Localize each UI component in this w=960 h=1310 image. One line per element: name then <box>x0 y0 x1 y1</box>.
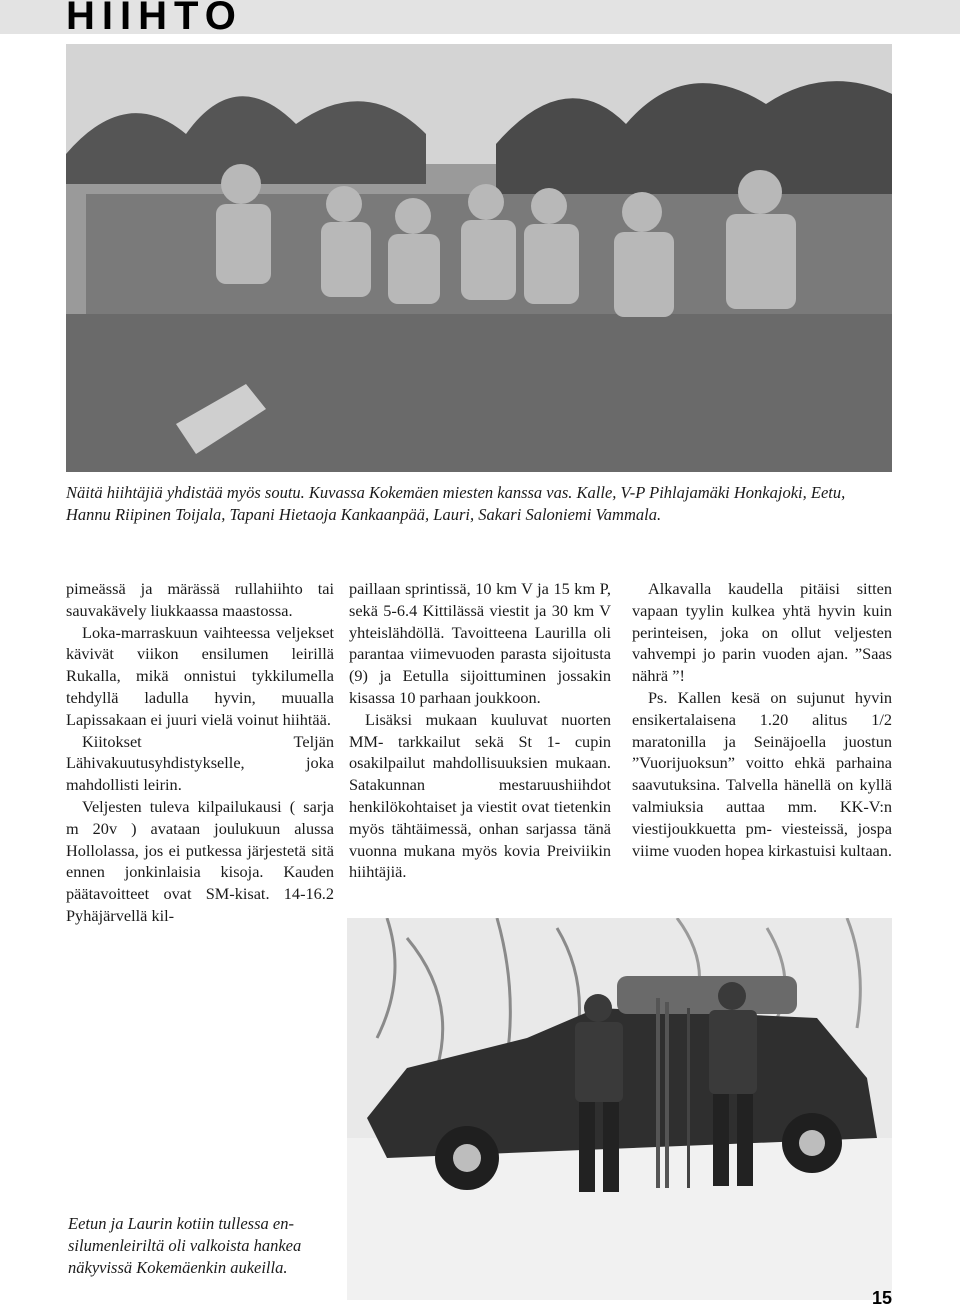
article-column-3 <box>632 578 892 861</box>
paragraph: Veljesten tuleva kilpailukausi ( sarja m 20v ) avataan joulukuun alussa Hollolassa, jos ei putkessa järjestetä sitä ennen jonkinlaisia kisoja. Kauden päätavoitteet ovat SM-kisat. 14-16.2 Pyhäjärvellä kil- <box>66 796 334 925</box>
caption-line: Näitä hiihtäjiä yhdistää myös soutu. Kuvassa Kokemäen miesten kanssa vas. Kalle, V-P Pihlajamäki Honkajoki, Eetu, <box>66 483 846 502</box>
team-photo <box>66 44 892 472</box>
paragraph: Alkavalla kaudella pitäisi sitten vapaan tyylin kulkea yhtä hyvin kuin perinteisen, joka on ollut veljesten vahvempi jo parin vuoden ajan. ”Saas nährä ”! <box>632 579 892 686</box>
caption-line: Eetun ja Laurin kotiin tullessa en- <box>68 1214 294 1233</box>
paragraph: Kiitokset Teljän Lähivakuutusyhdistykselle, joka mahdollisti leirin. <box>66 731 334 795</box>
top-photo-caption <box>66 482 896 526</box>
caption-line: silumenleiriltä oli valkoista hankea <box>68 1236 302 1255</box>
paragraph: paillaan sprintissä, 10 km V ja 15 km P, sekä 5-6.4 Kittilässä viestit ja 30 km V yhteislähdöllä. Tavoitteena Laurilla oli parantaa viimevuoden parasta sijoitusta (9) ja Eetulla sijoittuminen jossakin kisassa 10 parhaan joukkoon. <box>349 579 611 707</box>
paragraph: Loka-marraskuun vaihteessa veljekset kävivät viikon ensilumen leirillä Rukalla, mikä onnistui tykkilumella tehdyllä ladulla hyvin, muualla Lapissakaan ei juuri vielä voinut hiihtää. <box>66 622 334 729</box>
paragraph: pimeässä ja märässä rullahiihto tai sauvakävely liukkaassa maastossa. <box>66 579 334 620</box>
article-column-2 <box>349 578 611 883</box>
paragraph: Lisäksi mukaan kuuluvat nuorten MM- tarkkailut sekä St 1- cupin osakilpailut mahdollisuuksien mukaan. Satakunnan mestaruushiihdot henkilökohtaiset ja viestit ovat tietenkin myös tähtäimessä, onhan sarjassa tänä vuonna mukana myös kovia Preiviikin hiihtäjiä. <box>349 709 611 882</box>
paragraph: Ps. Kallen kesä on sujunut hyvin ensikertalaisena 1.20 alitus 1/2 maratonilla ja Seinäjoella juostun ”Vuorijuoksun” voitto ehkä parhaina saavutuksina. Talvella hänellä on kyllä valmiuksia auttaa mm. KK-V:n viestijoukkuetta pm- viesteissä, jospa viime vuoden hopea kirkastuisi kultaan. <box>632 687 892 860</box>
page-number: 15 <box>871 1288 892 1308</box>
section-title: HIIHTO <box>66 0 243 38</box>
article-column-1 <box>66 578 334 927</box>
winter-photo <box>347 918 892 1300</box>
caption-line: näkyvissä Kokemäenkin aukeilla. <box>68 1258 288 1277</box>
bottom-photo-caption <box>68 1213 338 1279</box>
caption-line: Hannu Riipinen Toijala, Tapani Hietaoja Kankaanpää, Lauri, Sakari Saloniemi Vammala. <box>66 505 662 524</box>
